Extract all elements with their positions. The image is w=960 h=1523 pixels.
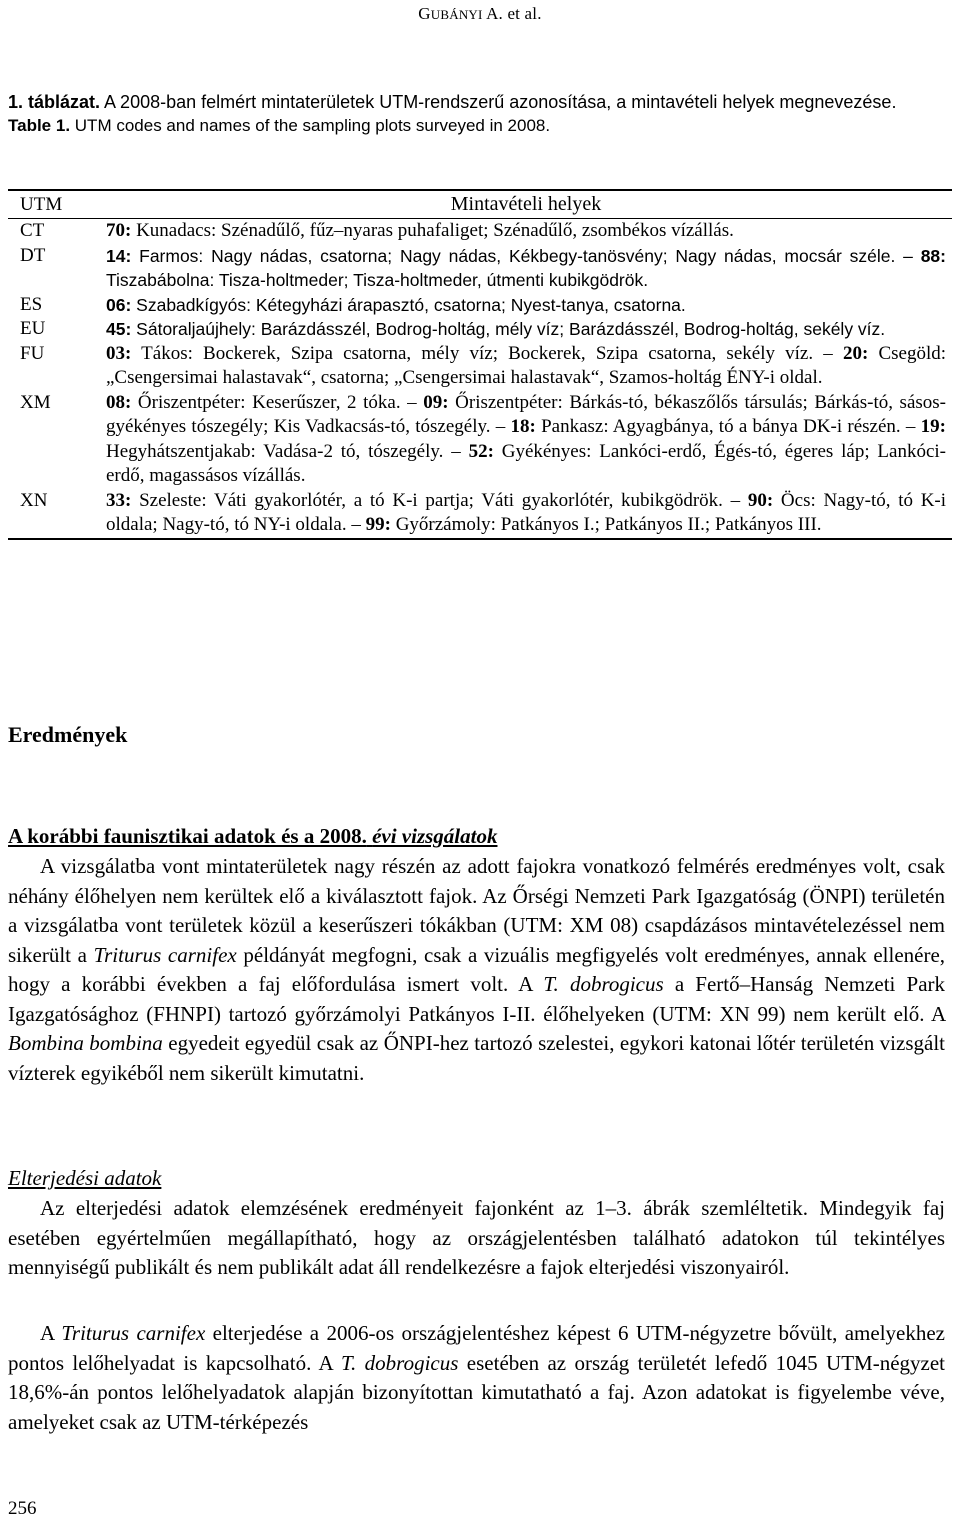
text-run: egyedeit egyedül csak az ŐNPI-hez tartozó szelestei, egykori katonai lőtér területén vizsgált vízterek egyikéből nem sikerült kimutatni. bbox=[8, 1031, 945, 1085]
site-text: Szeleste: Váti gyakorlótér, a tó K-i partja; Váti gyakorlótér, kubikgödrök. bbox=[139, 489, 723, 511]
site-text: Tiszabábolna: Tisza-holtmeder; Tisza-holtmeder, útmenti kubikgödrök. bbox=[106, 270, 649, 290]
species-name: Triturus carnifex bbox=[93, 942, 237, 967]
table-row bbox=[8, 219, 952, 244]
row-places: 03: Tákos: Bockerek, Szipa csatorna, mély víz; Bockerek, Szipa csatorna, sekély víz. – 20: Csegöld: „Csengersimai halastavak“, csatorna; „Csengersimai halastavak“, Szamos-holtág ÉNY-i oldal. bbox=[106, 342, 946, 388]
site-number: 08: bbox=[106, 391, 132, 413]
row-places bbox=[106, 293, 952, 318]
site-text: Kunadacs: Szénadűlő, fűz–nyaras puhafaliget; Szénadűlő, zsombékos vízállás. bbox=[136, 220, 734, 241]
row-code: ES bbox=[20, 293, 43, 315]
paragraph-distribution-1 bbox=[8, 1194, 945, 1283]
row-code: EU bbox=[20, 318, 46, 339]
row-places bbox=[106, 219, 952, 244]
row-places: 33: Szeleste: Váti gyakorlótér, a tó K-i partja; Váti gyakorlótér, kubikgödrök. – 90: Öcs: Nagy-tó, tó K-i oldala; Nagy-tó, tó NY-i oldala. – 99: Győrzámoly: Patkányos I.; Patkányos II.; Patkányos III. bbox=[106, 489, 947, 535]
subsection-title-part: A korábbi faunisztikai adatok és a 2008. bbox=[8, 824, 367, 848]
row-code: FU bbox=[20, 342, 45, 364]
table-row bbox=[8, 391, 952, 489]
text-run: esetében az ország területét lefedő 1045 UTM-négyzet 18,6%-án pontos lelőhelyadatok alapján bizonyítottan kimutatható a faj. Azon adatokat is figyelembe véve, amelyeket csak az UTM-térképezés bbox=[8, 1350, 946, 1434]
row-code: CT bbox=[20, 220, 45, 241]
site-number: 19: bbox=[920, 416, 946, 437]
site-text: Öcs: Nagy-tó, tó K-i oldala; Nagy-tó, tó NY-i oldala. bbox=[106, 489, 947, 535]
site-text: Tákos: Bockerek, Szipa csatorna, mély víz; Bockerek, Szipa csatorna, sekély víz. bbox=[141, 342, 814, 364]
subsection-title-earlier-data bbox=[8, 824, 497, 849]
caption-hu-text: A 2008-ban felmért mintaterületek UTM-rendszerű azonosítása, a mintavételi helyek megnevezése. bbox=[104, 92, 897, 112]
table-row bbox=[8, 244, 952, 293]
paragraph-earlier-data bbox=[8, 852, 945, 1088]
site-text: Pankasz: Agyagbánya, tó a bánya DK-i részén. bbox=[541, 416, 901, 437]
site-text: Őriszentpéter: Bárkás-tó, békaszőlős társulás; Bárkás-tó, sásos-gyékényes tószegély; Kis Vadkacsás-tó, tószegély. bbox=[106, 391, 947, 437]
text-run: a Fertő–Hanság Nemzeti Park Igazgatósághoz (FHNPI) tartozó győrzámolyi Patkányos I-II. élőhelyeken (UTM: XN 99) nem került elő. A bbox=[8, 972, 946, 1026]
table-row bbox=[8, 317, 952, 342]
row-places: 14: Farmos: Nagy nádas, csatorna; Nagy nádas, Kékbegy-tanösvény; Nagy nádas, mocsár széle. – 88: Tiszabábolna: Tisza-holtmeder; Tisza-holtmeder, útmenti kubikgödrök. bbox=[106, 245, 946, 290]
text-run: Az elterjedési adatok elemzésének eredményeit fajonként az 1–3. ábrák szemléltetik. Mindegyik faj esetében egyértelműen megállapítható, hogy az országjelentésben található adatokon túl tekintélyes mennyiségű publikált és nem publikált adat áll rendelkezésre a fajok elterjedési viszonyairól. bbox=[8, 1196, 945, 1279]
species-name: T. dobrogicus bbox=[340, 1350, 459, 1375]
header-places: Mintavételi helyek bbox=[450, 193, 602, 215]
table-row bbox=[8, 342, 952, 391]
table-caption bbox=[8, 90, 952, 138]
site-text: Sátoraljaújhely: Barázdásszél, Bodrog-holtág, mély víz; Barázdásszél, Bodrog-holtág, sekély víz. bbox=[136, 319, 886, 339]
sampling-table bbox=[8, 189, 952, 540]
site-number: 06: bbox=[106, 294, 132, 315]
site-number: 52: bbox=[468, 440, 494, 462]
site-number: 20: bbox=[842, 342, 869, 364]
site-number: 90: bbox=[747, 489, 774, 511]
site-number: 33: bbox=[106, 489, 132, 511]
text-run: elterjedése a 2006-os országjelentéshez képest 6 UTM-négyzetre bővült, amelyekhez pontos lelőhelyadat is kapcsolható. A bbox=[8, 1321, 946, 1375]
site-text: Szabadkígyós: Kétegyházi árapasztó, csatorna; Nyest-tanya, csatorna. bbox=[136, 294, 686, 315]
subsection-title-distribution: Elterjedési adatok bbox=[8, 1166, 162, 1190]
section-title: Eredmények bbox=[8, 722, 128, 747]
site-number: 03: bbox=[106, 342, 132, 364]
table-row bbox=[8, 293, 952, 318]
text-run: A bbox=[40, 1321, 55, 1345]
site-number: 45: bbox=[106, 319, 132, 339]
subsection-title-part: évi vizsgálatok bbox=[372, 824, 498, 848]
species-name: T. dobrogicus bbox=[543, 972, 664, 996]
species-name: Bombina bombina bbox=[8, 1031, 163, 1055]
row-places bbox=[106, 317, 952, 342]
site-number: 88: bbox=[920, 245, 946, 266]
running-head bbox=[0, 4, 960, 24]
caption-hu bbox=[8, 90, 952, 114]
site-text: Győrzámoly: Patkányos I.; Patkányos II.; Patkányos III. bbox=[395, 514, 822, 535]
row-code: XM bbox=[20, 391, 51, 413]
site-number: 14: bbox=[106, 245, 132, 266]
table-header bbox=[8, 191, 952, 219]
paragraph-distribution-2 bbox=[8, 1319, 945, 1437]
caption-hu-label: 1. táblázat. bbox=[8, 92, 101, 112]
caption-en-text: UTM codes and names of the sampling plots surveyed in 2008. bbox=[74, 116, 551, 135]
text-run: példányát megfogni, csak a vizuális megfigyelés volt eredményes, annak ellenére, hogy a korábbi években a faj előfordulása ismert volt. A bbox=[8, 942, 946, 996]
site-text: Őriszentpéter: Keserűszer, 2 tóka. bbox=[137, 391, 401, 413]
site-number: 99: bbox=[365, 514, 391, 535]
site-text: Farmos: Nagy nádas, csatorna; Nagy nádas, Kékbegy-tanösvény; Nagy nádas, mocsár széle. bbox=[139, 245, 896, 266]
caption-en-label: Table 1. bbox=[8, 116, 71, 135]
page-number: 256 bbox=[8, 1498, 37, 1519]
site-text: Csegöld: „Csengersimai halastavak“, csatorna; „Csengersimai halastavak“, Szamos-holtág ÉNY-i oldal. bbox=[106, 342, 946, 388]
site-number: 18: bbox=[510, 416, 536, 437]
text-run: A vizsgálatba vont mintaterületek nagy részén az adott fajokra vonatkozó felmérés eredményes volt, csak néhány élőhelyen nem kerültek elő a kiválasztott fajok. Az Őrségi Nemzeti Park Igazgatóság (ÖNPI) területén a vizsgálatba vont területek közül a keserűszeri tókákban (UTM: XM 08) csapdázásos mintavételezéssel nem sikerült a bbox=[8, 854, 945, 967]
row-code: DT bbox=[20, 244, 46, 266]
site-text: Gyékényes: Lankóci-erdő, Égés-tó, égeres láp; Lankóci-erdő, magassásos vízállás. bbox=[106, 440, 947, 486]
row-places: 08: Őriszentpéter: Keserűszer, 2 tóka. – 09: Őriszentpéter: Bárkás-tó, békaszőlős társulás; Bárkás-tó, sásos-gyékényes tószegély; Kis Vadkacsás-tó, tószegély. – 18: Pankasz: Agyagbánya, tó a bánya DK-i részén. – 19: Hegyhátszentjakab: Vadása-2 tó, tószegély. – 52: Gyékényes: Lankóci-erdő, Égés-tó, égeres láp; Lankóci-erdő, magassásos vízállás. bbox=[106, 391, 947, 486]
header-utm: UTM bbox=[20, 194, 63, 215]
author-surname: UBÁNYI bbox=[430, 7, 483, 22]
site-number: 09: bbox=[423, 391, 449, 413]
row-code: XN bbox=[20, 489, 48, 511]
author-initial: G bbox=[418, 4, 431, 23]
author-tail: A. et al. bbox=[486, 4, 542, 23]
site-text: Hegyhátszentjakab: Vadása-2 tó, tószegély. bbox=[106, 440, 444, 462]
caption-en bbox=[8, 114, 952, 138]
table-row bbox=[8, 489, 952, 538]
species-name: Triturus carnifex bbox=[61, 1321, 206, 1345]
site-number: 70: bbox=[106, 220, 132, 241]
